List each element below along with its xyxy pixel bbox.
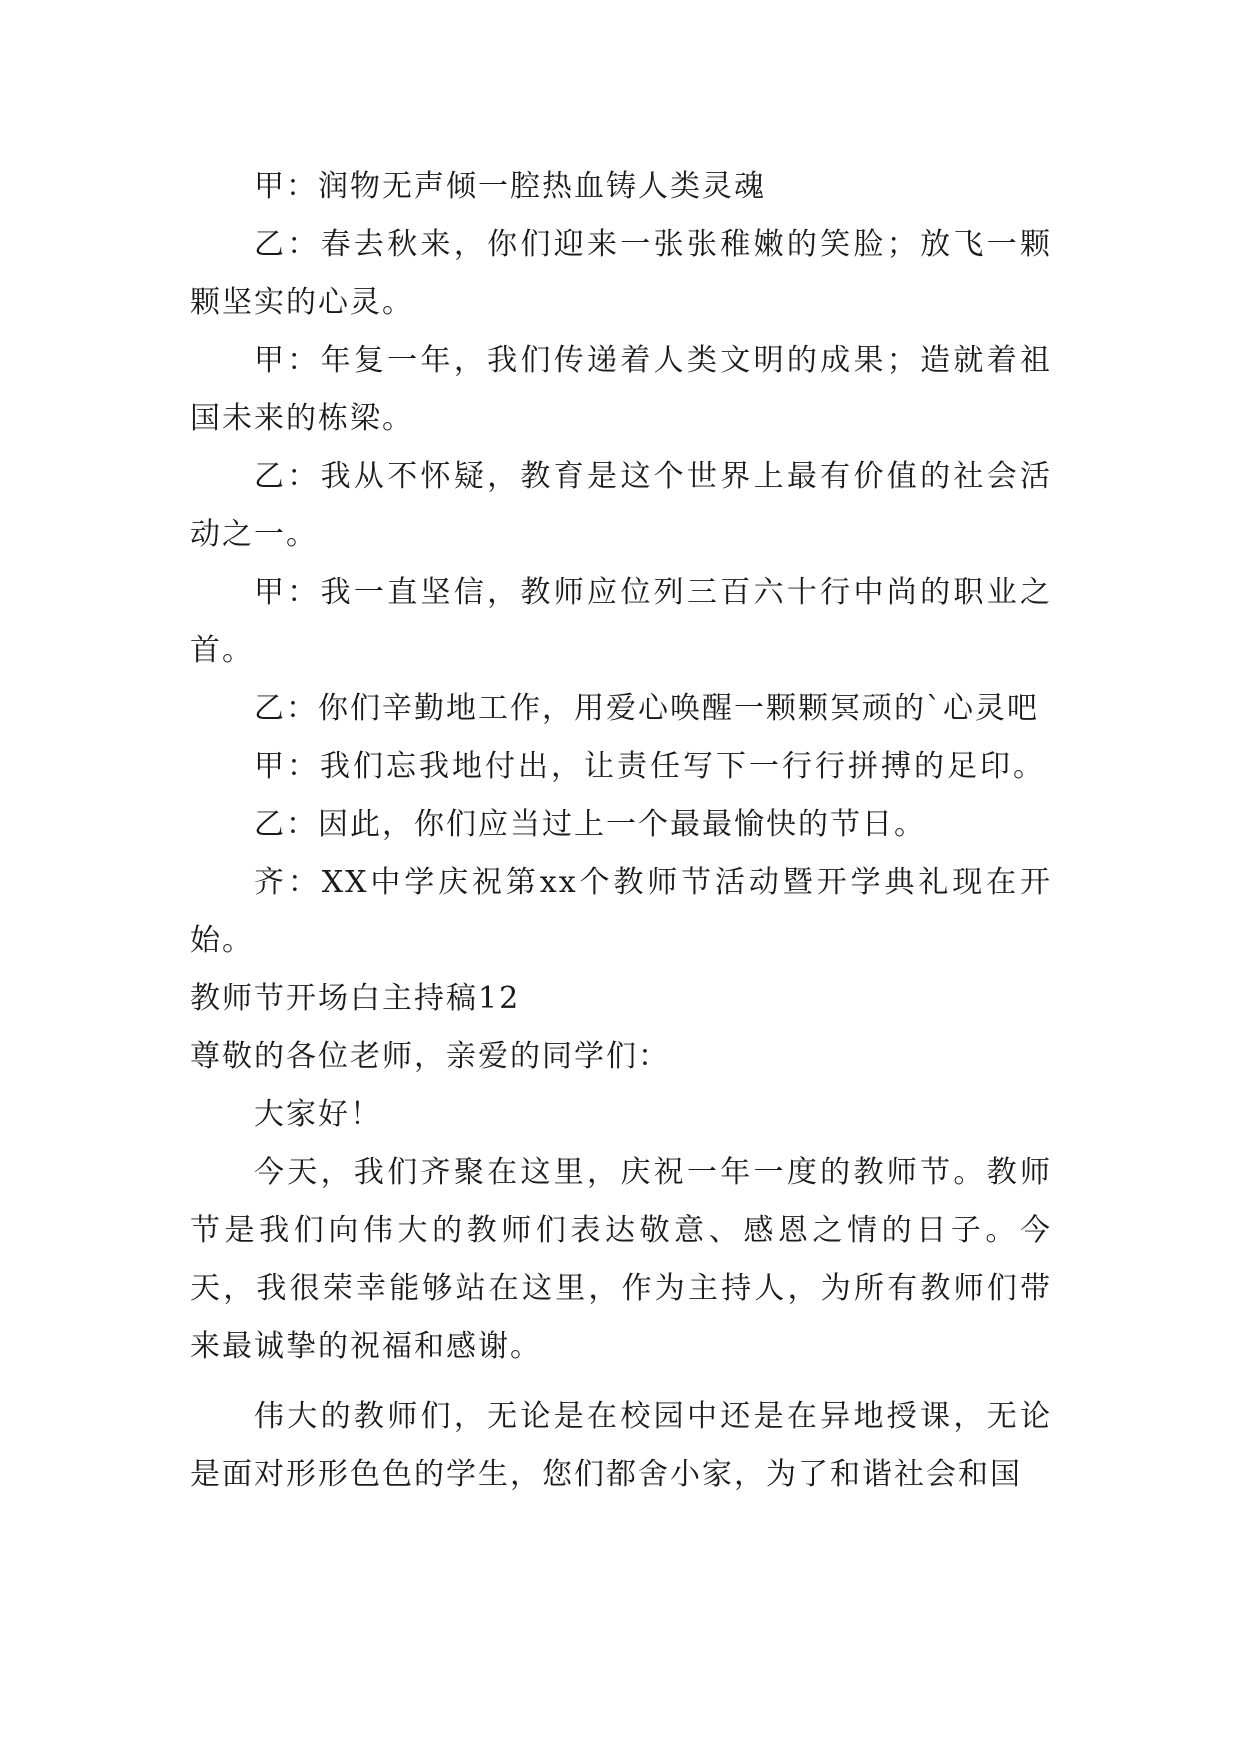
dialogue-line: 乙：春去秋来，你们迎来一张张稚嫩的笑脸；放飞一颗颗坚实的心灵。 (190, 227, 1052, 320)
section-title: 教师节开场白主持稿12 (190, 981, 521, 1016)
greeting: 大家好！ (254, 1097, 382, 1132)
dialogue-line: 甲：润物无声倾一腔热血铸人类灵魂 (254, 169, 766, 204)
dialogue-line: 乙：我从不怀疑，教育是这个世界上最有价值的社会活动之一。 (190, 459, 1052, 552)
body-paragraph: 伟大的教师们，无论是在校园中还是在异地授课，无论是面对形形色色的学生，您们都舍小家，为了和谐社会和国 (190, 1399, 1052, 1492)
salutation: 尊敬的各位老师，亲爱的同学们： (190, 1039, 670, 1074)
body-paragraph: 今天，我们齐聚在这里，庆祝一年一度的教师节。教师节是我们向伟大的教师们表达敬意、感恩之情的日子。今天，我很荣幸能够站在这里，作为主持人，为所有教师们带来最诚挚的祝福和感谢。 (190, 1155, 1052, 1364)
dialogue-line: 齐：XX中学庆祝第xx个教师节活动暨开学典礼现在开始。 (190, 865, 1052, 958)
dialogue-line: 甲：我一直坚信，教师应位列三百六十行中尚的职业之首。 (190, 575, 1052, 668)
document-body (190, 158, 1052, 1504)
dialogue-line: 甲：年复一年，我们传递着人类文明的成果；造就着祖国未来的栋梁。 (190, 343, 1052, 436)
dialogue-line: 甲：我们忘我地付出，让责任写下一行行拼搏的足印。 (254, 749, 1046, 784)
dialogue-line: 乙：你们辛勤地工作，用爱心唤醒一颗颗冥顽的`心灵吧 (254, 691, 1039, 726)
dialogue-line: 乙：因此，你们应当过上一个最最愉快的节日。 (254, 807, 926, 842)
